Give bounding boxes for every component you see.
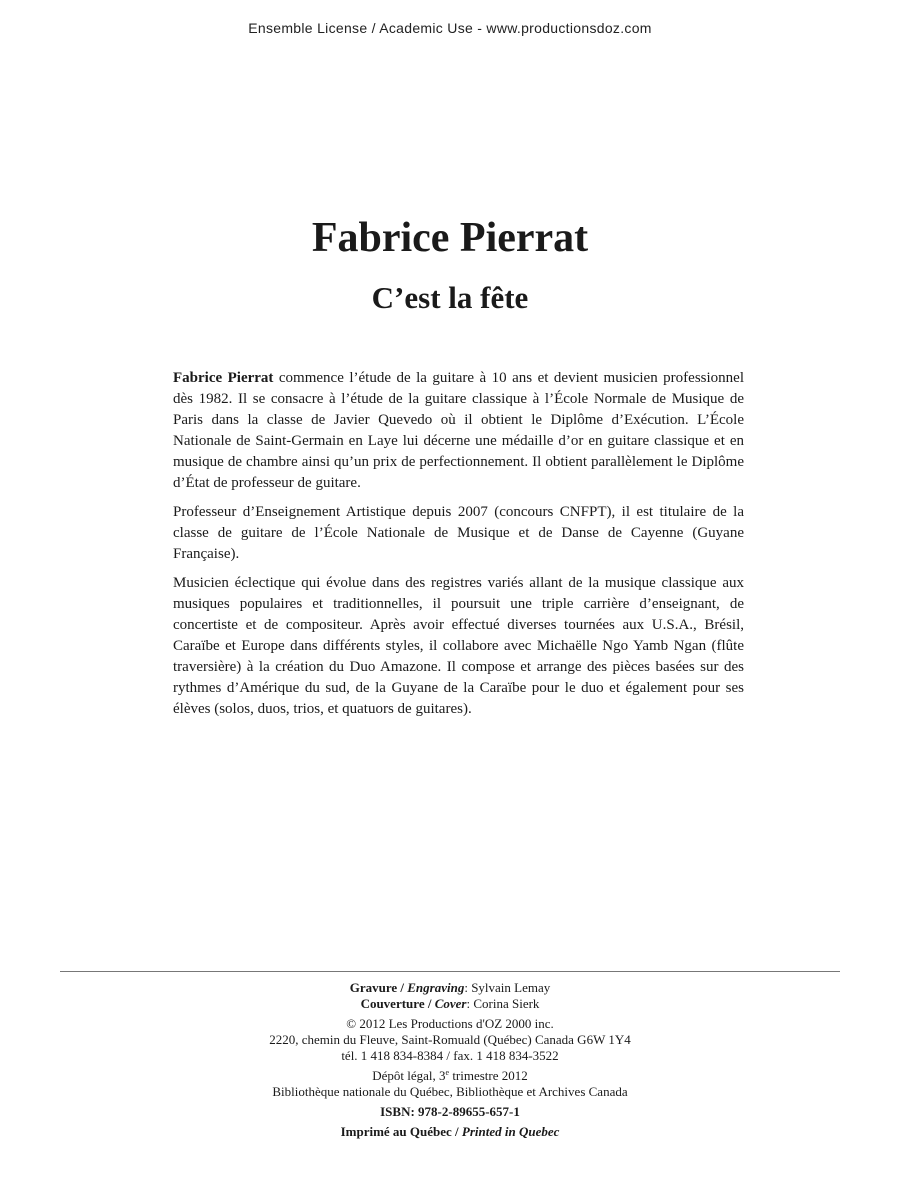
work-title: C’est la fête: [371, 280, 529, 315]
publisher-address: 2220, chemin du Fleuve, Saint-Romuald (Québec) Canada G6W 1Y4: [269, 1032, 631, 1047]
bio-paragraph-3: Musicien éclectique qui évolue dans des registres variés allant de la musique classique aux musiques populaires et traditionnelles, il poursuit une triple carrière d’enseignant, de concertiste et de compositeur. Après avoir effectué diverses tournées aux U.S.A., Brésil, Caraïbe et Europe dans différents styles, il collabore avec Michaëlle Ngo Yamb Ngan (flûte traversière) à la création du Duo Amazone. Il compose et arrange des pièces basées sur des rythmes d’Amérique du sud, de la Guyane de la Caraïbe pour le duo et également pour ses élèves (solos, duos, trios, et quatuors de guitares).: [173, 575, 744, 717]
isbn: ISBN: 978-2-89655-657-1: [380, 1104, 520, 1119]
bio-paragraph-2: Professeur d’Enseignement Artistique depuis 2007 (concours CNFPT), il est titulaire de la classe de guitare de l’École Nationale de Musique et de Danse de Cayenne (Guyane Française).: [173, 504, 744, 562]
credits-block: [0, 980, 900, 1140]
bio-paragraph-1: [173, 368, 744, 494]
biography: [173, 368, 744, 728]
publisher-phone: tél. 1 418 834-8384 / fax. 1 418 834-3522: [341, 1048, 559, 1063]
cover-credit: Couverture / Cover: Corina Sierk: [360, 996, 540, 1011]
bio-name: Fabrice Pierrat: [173, 370, 274, 386]
composer-name: Fabrice Pierrat: [311, 215, 589, 261]
printed-in: Imprimé au Québec / Printed in Quebec: [340, 1124, 560, 1139]
copyright: © 2012 Les Productions d'OZ 2000 inc.: [346, 1016, 554, 1031]
bio-paragraph-1-text: commence l’étude de la guitare à 10 ans et devient musicien professionnel dès 1982. Il se consacre à l’étude de la guitare classique à l’École Normale de Musique de Paris dans la classe de Javier Quevedo où il obtient le Diplôme d’Exécution. L’École Nationale de Saint-Germain en Laye lui décerne une médaille d’or en guitare classique et en musique de chambre ainsi qu’un prix de perfectionnement. Il obtient parallèlement le Diplôme d’État de professeur de guitare.: [173, 370, 744, 491]
license-header: Ensemble License / Academic Use - www.productionsdoz.com: [248, 20, 652, 36]
legal-deposit: Dépôt légal, 3e trimestre 2012: [372, 1068, 528, 1083]
libraries: Bibliothèque nationale du Québec, Bibliothèque et Archives Canada: [272, 1084, 628, 1099]
footer-divider: [60, 971, 840, 972]
engraving-credit: Gravure / Engraving: Sylvain Lemay: [349, 980, 551, 995]
